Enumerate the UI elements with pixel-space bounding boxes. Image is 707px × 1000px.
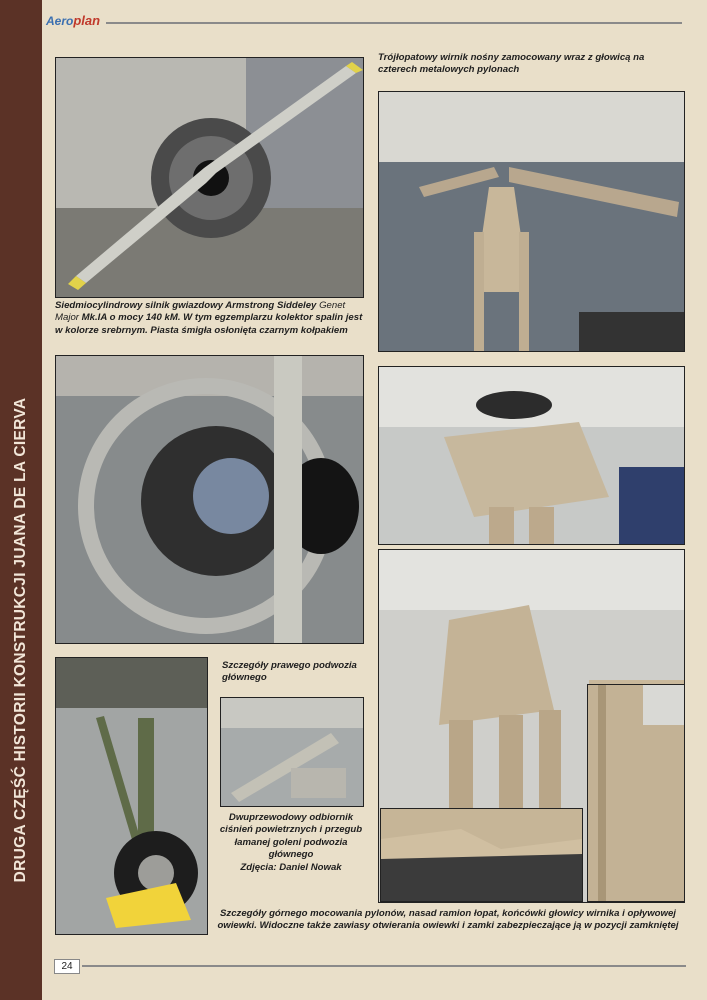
caption-receiver: [216, 812, 366, 874]
page-number: 24: [54, 959, 80, 974]
photo-rotor-pylons: [378, 91, 685, 352]
caption-engine: [55, 300, 365, 337]
caption-engine-rest: Mk.IA o mocy 140 kM. W tym egzemplarzu kolektor spalin jest w kolorze srebrnym. Piasta śmigła osłonięta czarnym kołpakiem: [55, 312, 363, 336]
photo-fairing-edge: [587, 684, 685, 902]
photo-pressure-receiver: [220, 697, 364, 807]
logo-part2: plan: [73, 13, 101, 28]
top-rule: [106, 22, 682, 24]
photo-engine-closeup: [55, 355, 364, 644]
caption-pylons: Szczegóły górnego mocowania pylonów, nasad ramion łopat, końcówki głowicy wirnika i opływowej owiewki. Widoczne także zawiasy otwierania owiewki i zamki zabezpieczające ją w pozycji zamkniętej: [217, 908, 679, 932]
magazine-logo: [46, 10, 100, 28]
photo-fairing-hinge: [380, 808, 583, 902]
photo-rotor-fairing: [378, 366, 685, 545]
caption-receiver-text: Dwuprzewodowy odbiornik ciśnień powietrznych i przegub łamanej goleni podwozia głównego: [219, 812, 363, 861]
side-title: DRUGA CZĘŚĆ HISTORII KONSTRUKCJI JUANA DE LA CIERVA: [12, 397, 29, 883]
photo-credit: Zdjęcia: Daniel Nowak: [240, 861, 342, 873]
photo-engine-propeller: [55, 57, 364, 298]
caption-engine-name: Genet Major: [55, 300, 346, 324]
bottom-rule: [82, 965, 686, 967]
photo-landing-gear: [55, 657, 208, 935]
caption-engine-main: Siedmiocylindrowy silnik gwiazdowy Armstrong Siddeley: [55, 300, 317, 311]
logo-part1: Aero: [46, 14, 74, 28]
caption-landing-gear: Szczegóły prawego podwozia głównego: [222, 660, 357, 684]
caption-rotor: Trójłopatowy wirnik nośny zamocowany wraz z głowicą na czterech metalowych pylonach: [378, 52, 645, 76]
